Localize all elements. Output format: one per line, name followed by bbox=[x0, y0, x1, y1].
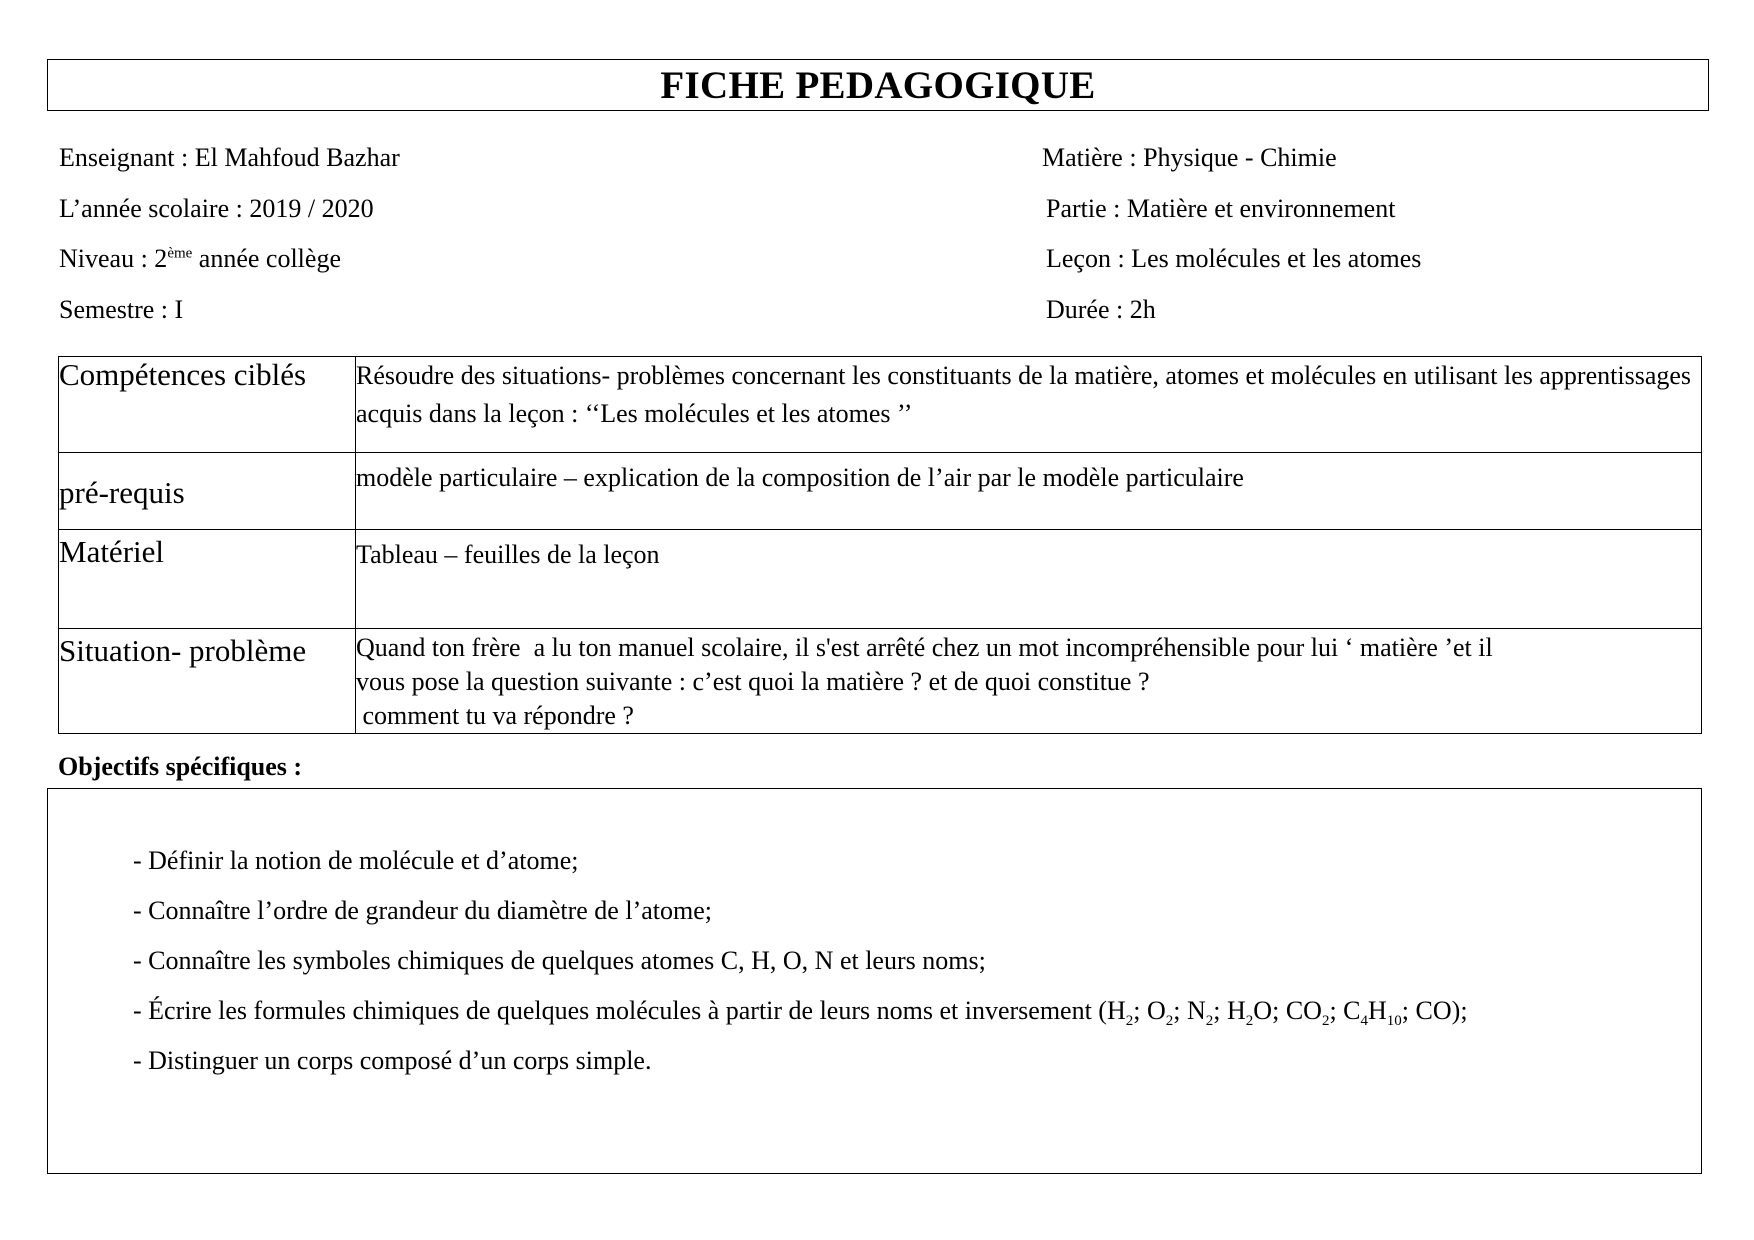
formula-sub: 4 bbox=[1360, 1013, 1369, 1030]
prerequis-label: pré-requis bbox=[59, 453, 356, 530]
situation-line-3: comment tu va répondre ? bbox=[356, 701, 634, 730]
niveau-prefix: Niveau : 2 bbox=[59, 244, 168, 273]
objectifs-list bbox=[133, 845, 1468, 1095]
duree: Durée : 2h bbox=[1046, 295, 1156, 324]
title-box bbox=[47, 59, 1709, 111]
niveau-suffix: année collège bbox=[192, 244, 341, 273]
formula-h2o: H bbox=[1227, 996, 1246, 1025]
formula-sep: ; bbox=[1401, 996, 1416, 1025]
formula-sub: 2 bbox=[1125, 1013, 1134, 1030]
enseignant: Enseignant : El Mahfoud Bazhar bbox=[59, 143, 400, 172]
formula-sub: 2 bbox=[1321, 1013, 1330, 1030]
item4-end: ); bbox=[1451, 996, 1468, 1025]
formula-h2o-o: O bbox=[1253, 996, 1273, 1025]
formula-sep: ; bbox=[1133, 996, 1147, 1025]
formula-c4h10-h: H bbox=[1368, 996, 1387, 1025]
objectifs-title: Objectifs spécifiques : bbox=[58, 752, 303, 781]
table-row-competences bbox=[59, 357, 1702, 453]
formula-sep: ; bbox=[1272, 996, 1286, 1025]
situation-line-1: Quand ton frère a lu ton manuel scolaire, il s'est arrêté chez un mot incompréhensible pour lui ‘ matière ’et il bbox=[356, 633, 1493, 662]
partie: Partie : Matière et environnement bbox=[1046, 194, 1396, 223]
objectifs-box bbox=[47, 788, 1702, 1174]
formula-co: CO bbox=[1415, 996, 1452, 1025]
formula-sub: 2 bbox=[1205, 1013, 1214, 1030]
lecon: Leçon : Les molécules et les atomes bbox=[1046, 244, 1422, 273]
formula-co2: CO bbox=[1285, 996, 1322, 1025]
formula-o2: O bbox=[1146, 996, 1166, 1025]
situation-value bbox=[356, 629, 1702, 734]
list-item: - Définir la notion de molécule et d’atome; bbox=[133, 846, 579, 875]
formula-n2: N bbox=[1187, 996, 1206, 1025]
matiere: Matière : Physique - Chimie bbox=[1042, 143, 1337, 172]
situation-label: Situation- problème bbox=[59, 629, 356, 734]
list-item bbox=[133, 995, 1468, 1045]
table-row-prerequis bbox=[59, 453, 1702, 530]
list-item: - Distinguer un corps composé d’un corps simple. bbox=[133, 1046, 652, 1075]
annee-scolaire: L’année scolaire : 2019 / 2020 bbox=[59, 194, 374, 223]
niveau-sup: ème bbox=[167, 245, 193, 262]
formula-c4h10: C bbox=[1343, 996, 1361, 1025]
formula-sep: ; bbox=[1173, 996, 1187, 1025]
materiel-value: Tableau – feuilles de la leçon bbox=[356, 530, 1702, 629]
materiel-label: Matériel bbox=[59, 530, 356, 629]
semestre: Semestre : I bbox=[59, 295, 184, 324]
prerequis-value: modèle particulaire – explication de la composition de l’air par le modèle particulaire bbox=[356, 453, 1702, 530]
niveau bbox=[59, 244, 341, 274]
table-row-materiel bbox=[59, 530, 1702, 629]
formula-sub: 2 bbox=[1245, 1013, 1254, 1030]
item4-text: - Écrire les formules chimiques de quelques molécules à partir de leurs noms et inversement ( bbox=[133, 996, 1107, 1025]
formula-sub: 10 bbox=[1386, 1013, 1402, 1030]
formula-sub: 2 bbox=[1165, 1013, 1174, 1030]
formula-sep: ; bbox=[1329, 996, 1344, 1025]
list-item: - Connaître les symboles chimiques de quelques atomes C, H, O, N et leurs noms; bbox=[133, 946, 986, 975]
list-item: - Connaître l’ordre de grandeur du diamètre de l’atome; bbox=[133, 896, 712, 925]
formula-h2: H bbox=[1106, 996, 1126, 1025]
info-table bbox=[58, 356, 1702, 734]
competences-value: Résoudre des situations- problèmes concernant les constituants de la matière, atomes et molécules en utilisant les apprentissages acquis dans la leçon : ‘‘Les molécules et les atomes ’’ bbox=[356, 357, 1702, 453]
situation-line-2: vous pose la question suivante : c’est quoi la matière ? et de quoi constitue ? bbox=[356, 667, 1150, 696]
table-row-situation bbox=[59, 629, 1702, 734]
formula-sep: ; bbox=[1213, 996, 1228, 1025]
competences-label: Compétences ciblés bbox=[59, 357, 356, 453]
page-title: FICHE PEDAGOGIQUE bbox=[660, 63, 1096, 107]
